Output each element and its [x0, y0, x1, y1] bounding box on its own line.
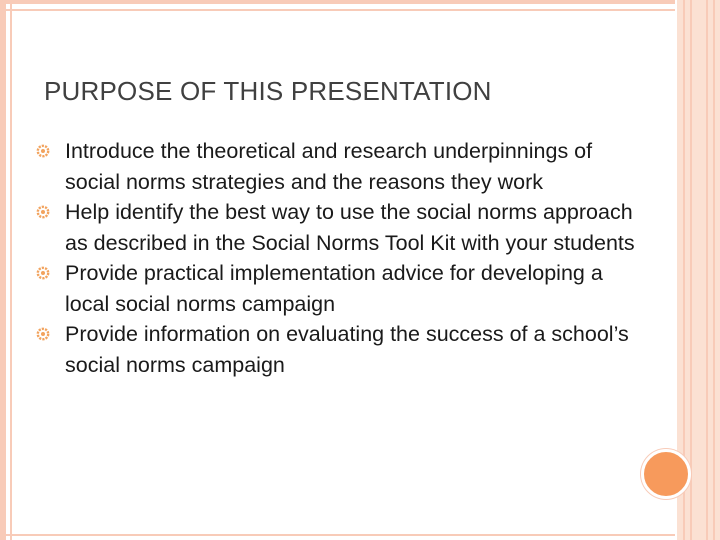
bullet-item	[36, 319, 636, 380]
orange-circle-icon	[641, 449, 691, 499]
frame-top-inner-border	[0, 9, 675, 11]
slide-title: PURPOSE OF THIS PRESENTATION	[44, 76, 492, 106]
frame-left-inner-border	[10, 0, 12, 540]
bullet-text: Provide information on evaluating the success of a school’s social norms campaign	[65, 322, 629, 377]
frame-bottom-border	[0, 534, 675, 536]
bullet-item	[36, 136, 636, 197]
bullet-item	[36, 258, 636, 319]
gear-bullet-icon	[36, 327, 50, 341]
gear-bullet-icon	[36, 144, 50, 158]
bullet-text: Help identify the best way to use the social norms approach as described in the Social Norms Tool Kit with your students	[65, 200, 635, 255]
bullet-text: Provide practical implementation advice for developing a local social norms campaign	[65, 261, 603, 316]
frame-top-border	[0, 0, 675, 4]
bullet-text: Introduce the theoretical and research underpinnings of social norms strategies and the reasons they work	[65, 139, 593, 194]
frame-left-border	[0, 0, 6, 540]
gear-bullet-icon	[36, 205, 50, 219]
bullet-list	[36, 136, 636, 380]
bullet-item	[36, 197, 636, 258]
gear-bullet-icon	[36, 266, 50, 280]
right-band-line	[713, 0, 715, 540]
right-band-line	[690, 0, 692, 540]
right-band-line	[706, 0, 708, 540]
